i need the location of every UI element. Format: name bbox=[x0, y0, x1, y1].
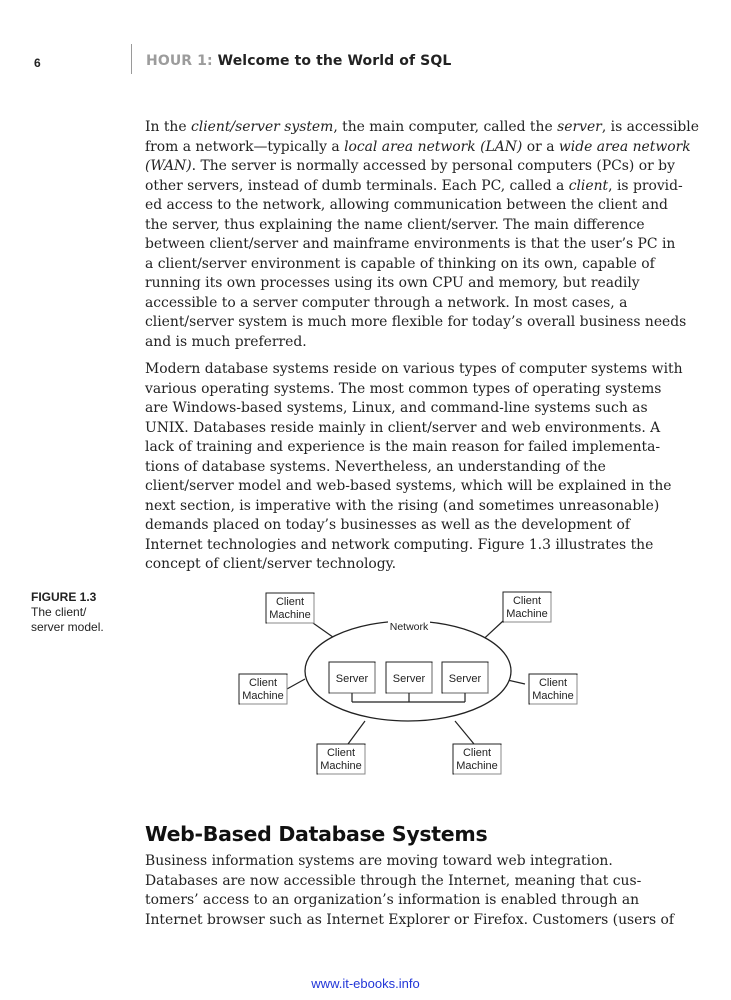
text-line bbox=[145, 536, 670, 556]
text-run: running its own processes using its own CPU and memory, but readily bbox=[145, 275, 640, 291]
text-line bbox=[145, 138, 691, 158]
text-line bbox=[145, 852, 670, 872]
text-line bbox=[145, 438, 670, 458]
client-label-top-left-1: Client bbox=[275, 596, 305, 608]
link-mid-left bbox=[287, 679, 305, 689]
client-label-top-right-1: Client bbox=[512, 595, 542, 607]
text-run: Internet technologies and network computing. Figure 1.3 illustrates the bbox=[145, 536, 654, 553]
text-run: . The server is normally accessed by personal computers (PCs) or by bbox=[191, 158, 675, 174]
client-label-top-left-2: Machine bbox=[269, 609, 311, 621]
text-line bbox=[145, 477, 670, 497]
text-line bbox=[145, 196, 670, 216]
client-label-mid-right-2: Machine bbox=[532, 690, 574, 702]
chapter-title: Welcome to the World of SQL bbox=[217, 53, 452, 69]
link-bottom-right bbox=[455, 721, 474, 744]
header-divider bbox=[131, 44, 132, 74]
server-label-1: Server bbox=[335, 673, 369, 685]
text-line bbox=[145, 911, 675, 931]
text-run: tomers’ access to an organization’s information is enabled through an bbox=[145, 892, 640, 908]
text-run: Databases are now accessible through the Internet, meaning that cus- bbox=[145, 872, 642, 889]
paragraph-web-based bbox=[145, 852, 675, 930]
italic-text-run: wide area network bbox=[558, 138, 691, 155]
text-run: the server, thus explaining the name client/server. The main difference bbox=[145, 216, 645, 233]
text-run: other servers, instead of dumb terminals. Each PC, called a bbox=[145, 177, 569, 194]
text-line bbox=[145, 294, 670, 314]
client-label-bottom-right-1: Client bbox=[462, 747, 492, 759]
server-label-3: Server bbox=[448, 673, 482, 685]
text-line bbox=[145, 458, 670, 478]
text-line bbox=[145, 516, 670, 536]
text-run: ed access to the network, allowing communication between the client and bbox=[145, 197, 668, 213]
text-line bbox=[145, 177, 683, 197]
text-run: Internet browser such as Internet Explorer or Firefox. Customers (users of bbox=[145, 911, 675, 928]
text-run: , the main computer, called the bbox=[333, 119, 558, 135]
italic-text-run: client bbox=[568, 177, 609, 194]
network-label: Network bbox=[389, 621, 429, 633]
text-line bbox=[145, 380, 670, 400]
client-label-bottom-right-2: Machine bbox=[456, 760, 498, 772]
italic-text-run: (WAN) bbox=[145, 158, 192, 174]
text-run: are Windows-based systems, Linux, and command-line systems such as bbox=[145, 400, 648, 416]
text-run: concept of client/server technology. bbox=[145, 556, 397, 572]
text-line bbox=[145, 872, 670, 892]
client-label-bottom-left-2: Machine bbox=[320, 760, 362, 772]
client-label-mid-left-2: Machine bbox=[242, 690, 284, 702]
text-run: a client/server environment is capable of thinking on its own, capable of bbox=[145, 255, 655, 272]
figure-caption bbox=[31, 590, 104, 635]
text-line bbox=[145, 333, 670, 353]
text-run: and is much preferred. bbox=[145, 333, 307, 350]
client-label-mid-right-1: Client bbox=[538, 677, 568, 689]
paragraph-text bbox=[145, 852, 675, 930]
server-label-2: Server bbox=[392, 673, 426, 685]
text-run: UNIX. Databases reside mainly in client/server and web environments. A bbox=[145, 419, 661, 436]
running-head bbox=[146, 53, 451, 69]
figure-caption-line-2: server model. bbox=[31, 620, 104, 634]
text-run: various operating systems. The most common types of operating systems bbox=[145, 380, 662, 397]
text-run: Modern database systems reside on various types of computer systems with bbox=[145, 361, 683, 377]
client-label-mid-left-1: Client bbox=[248, 677, 278, 689]
text-run: tions of database systems. Nevertheless, an understanding of the bbox=[145, 458, 606, 475]
text-line bbox=[145, 255, 670, 275]
text-run: next section, is imperative with the rising (and sometimes unreasonable) bbox=[145, 497, 660, 514]
text-line bbox=[145, 118, 699, 138]
text-run: from a network—typically a bbox=[145, 138, 345, 155]
paragraph-database-systems bbox=[145, 360, 683, 575]
text-line bbox=[145, 497, 670, 517]
italic-text-run: server bbox=[557, 119, 602, 135]
italic-text-run: client/server system bbox=[191, 119, 334, 135]
text-line bbox=[145, 157, 675, 177]
text-line bbox=[145, 555, 670, 575]
figure-caption-line-1: The client/ bbox=[31, 605, 87, 619]
footer-link[interactable]: www.it-ebooks.info bbox=[311, 976, 420, 991]
footer bbox=[0, 976, 731, 991]
hour-label: HOUR 1: bbox=[146, 53, 213, 69]
paragraph-text bbox=[145, 360, 683, 575]
link-bottom-left bbox=[348, 721, 365, 744]
text-line bbox=[145, 891, 670, 911]
text-line bbox=[145, 419, 670, 439]
text-run: accessible to a server computer through a network. In most cases, a bbox=[145, 294, 628, 311]
text-run: demands placed on today’s businesses as well as the development of bbox=[145, 517, 631, 533]
client-server-diagram bbox=[225, 587, 585, 783]
italic-text-run: local area network (LAN) bbox=[344, 138, 523, 155]
section-heading: Web-Based Database Systems bbox=[145, 822, 488, 846]
text-run: Business information systems are moving toward web integration. bbox=[145, 853, 613, 869]
text-run: or a bbox=[522, 138, 559, 155]
client-label-top-right-2: Machine bbox=[506, 608, 548, 620]
text-line bbox=[145, 235, 676, 255]
text-line bbox=[145, 216, 670, 236]
text-line bbox=[145, 274, 670, 294]
text-run: between client/server and mainframe environments is that the user’s PC in bbox=[145, 236, 676, 252]
text-run: lack of training and experience is the main reason for failed implementa- bbox=[145, 439, 661, 455]
text-run: client/server model and web-based systems, which will be explained in the bbox=[145, 478, 672, 494]
page-number: 6 bbox=[34, 56, 41, 70]
text-line bbox=[145, 313, 687, 333]
text-line bbox=[145, 399, 670, 419]
paragraph-client-server bbox=[145, 118, 699, 352]
text-run: In the bbox=[145, 119, 192, 135]
text-line bbox=[145, 360, 683, 380]
text-run: , is provid- bbox=[608, 177, 683, 194]
text-run: client/server system is much more flexible for today’s overall business needs bbox=[145, 314, 687, 330]
figure-label: FIGURE 1.3 bbox=[31, 590, 97, 604]
paragraph-text bbox=[145, 118, 699, 352]
client-label-bottom-left-1: Client bbox=[326, 747, 356, 759]
text-run: , is accessible bbox=[601, 119, 699, 135]
